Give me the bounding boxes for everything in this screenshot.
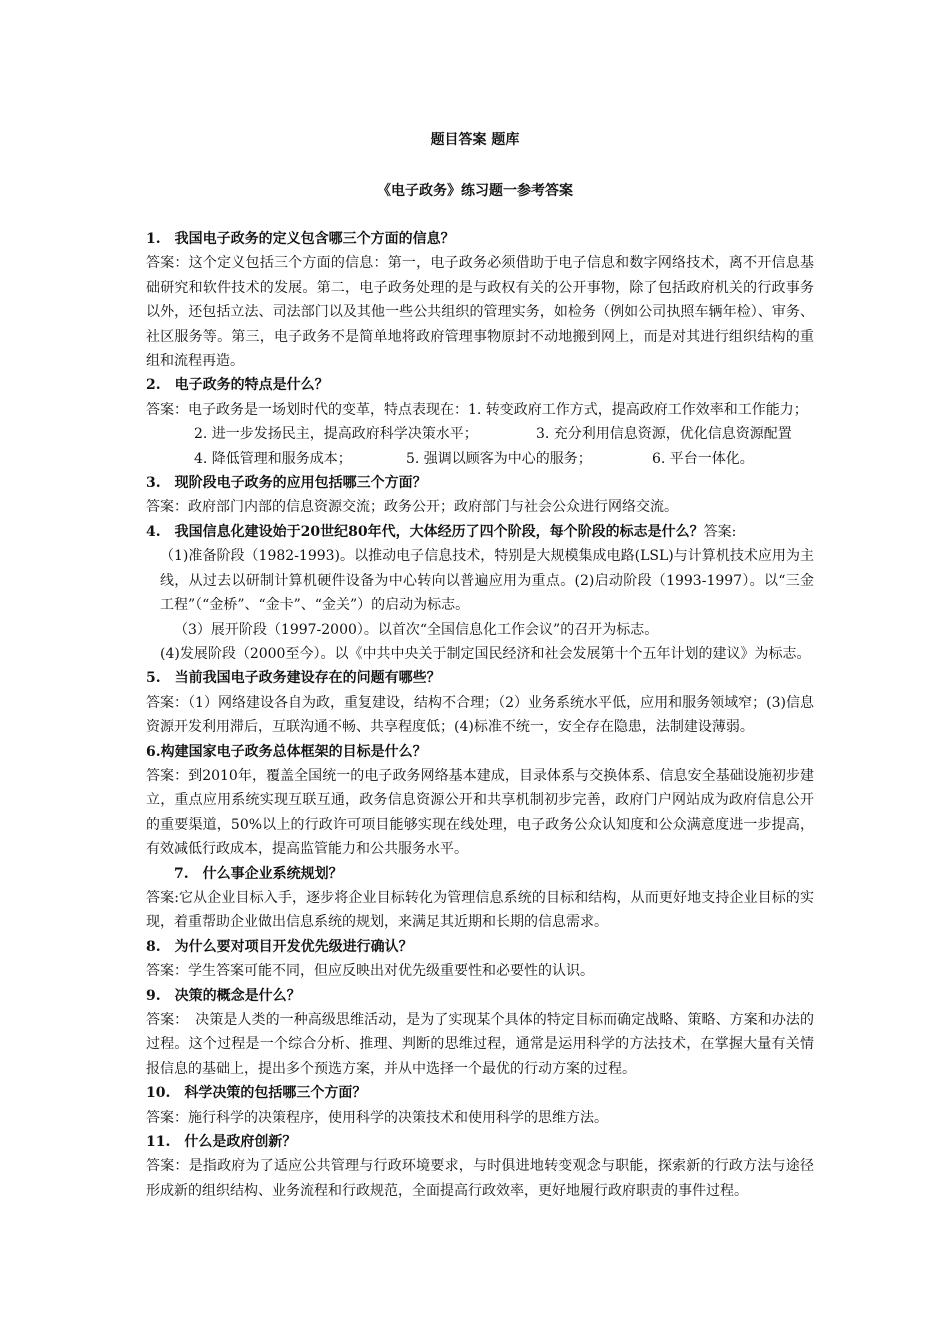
- answer-1: 答案：这个定义包括三个方面的信息：第一，电子政务必须借助于电子信息和数字网络技术，离不开信息基础研究和软件技术的发展。第二，电子政务处理的是与政权有关的公开事物，除了包括政府机关的行政事务以外，还包括立法、司法部门以及其他一些公共组织的管理实务，如检务（例如公司执照车辆年检）、审务、社区服务等。第三，电子政务不是简单地将政府管理事物原封不动地搬到网上，而是对其进行组织结构的重组和流程再造。: [146, 255, 814, 370]
- answer-4-stages-1-2: （1)准备阶段（1982-1993)。以推动电子信息技术，特别是大规模集成电路(LSL)与计算机技术应用为主线，从过去以研制计算机硬件设备为中心转向以普遍应用为重点。(2)启动阶段（1993-1997）。以“三金工程”（“金桥”、“金卡”、“金关”）的启动为标志。: [160, 548, 814, 614]
- answer-2-point-4: 4. 降低管理和服务成本；: [194, 450, 352, 467]
- question-9: 9. 决策的概念是什么？: [146, 987, 301, 1004]
- answer-2-point-6: 6. 平台一体化。: [652, 450, 754, 467]
- question-5: 5. 当前我国电子政务建设存在的问题有哪些？: [146, 670, 441, 687]
- question-2: 2. 电子政务的特点是什么？: [146, 377, 329, 394]
- answer-11: 答案：是指政府为了适应公共管理与行政环境要求，与时俱进地转变观念与职能，探索新的行政方法与途径形成新的组织结构、业务流程和行政规范，全面提高行政效率，更好地履行政府职责的事件过程。: [146, 1158, 814, 1199]
- qa-content: [146, 227, 814, 1203]
- answer-3: 答案：政府部门内部的信息资源交流；政务公开；政府部门与社会公众进行网络交流。: [146, 499, 678, 516]
- answer-4-stage-3: （3）展开阶段（1997-2000）。以首次“全国信息化工作会议”的召开为标志。: [174, 621, 659, 638]
- answer-4-label: 答案:: [703, 523, 737, 540]
- answer-9: 答案： 决策是人类的一种高级思维活动，是为了实现某个具体的特定目标而确定战略、策略、方案和办法的过程。这个过程是一个综合分析、推理、判断的思维过程，通常是运用科学的方法技术，在掌握大量有关情报信息的基础上，提出多个预选方案，并从中选择一个最优的行动方案的过程。: [146, 1012, 814, 1077]
- answer-2-point-3: 3. 充分利用信息资源，优化信息资源配置: [536, 426, 792, 443]
- question-6: 6.构建国家电子政务总体框架的目标是什么？: [146, 743, 427, 760]
- answer-2-row-2: [146, 447, 814, 471]
- answer-2-row-1: [146, 422, 814, 446]
- answer-2-point-5: 5. 强调以顾客为中心的服务；: [406, 450, 592, 467]
- question-7: 7. 什么事企业系统规划？: [174, 865, 343, 882]
- question-11: 11. 什么是政府创新？: [146, 1134, 297, 1151]
- question-3: 3. 现阶段电子政务的应用包括哪三个方面？: [146, 475, 427, 492]
- answer-2-point-2: 2. 进一步发扬民主，提高政府科学决策水平；: [194, 426, 478, 443]
- question-4: [146, 520, 814, 544]
- document-subtitle: 《电子政务》练习题一参考答案: [377, 183, 573, 199]
- question-1: 1. 我国电子政务的定义包含哪三个方面的信息？: [146, 231, 455, 247]
- answer-7: 答案:它从企业目标入手，逐步将企业目标转化为管理信息系统的目标和结构，从而更好地支持企业目标的实现，着重帮助企业做出信息系统的规划，来满足其近期和长期的信息需求。: [146, 889, 814, 931]
- answer-6: 答案：到2010年，覆盖全国统一的电子政务网络基本建成，目录体系与交换体系、信息安全基础设施初步建立，重点应用系统实现互联互通，政务信息资源公开和共享机制初步完善，政府门户网站成为政府信息公开的重要渠道，50%以上的行政许可项目能够实现在线处理，电子政务公众认知度和公众满意度进一步提高，有效减低行政成本，提高监管能力和公共服务水平。: [146, 767, 814, 858]
- question-8: 8. 为什么要对项目开发优先级进行确认？: [146, 938, 413, 955]
- answer-10: 答案：施行科学的决策程序，使用科学的决策技术和使用科学的思维方法。: [146, 1109, 608, 1126]
- answer-5: 答案：（1）网络建设各自为政，重复建设，结构不合理；（2）业务系统水平低，应用和服务领域窄；(3)信息资源开发利用滞后，互联沟通不畅、共享程度低；(4)标准不统一，安全存在隐患，法制建设薄弱。: [146, 694, 814, 736]
- question-4-text: 4. 我国信息化建设始于20世纪80年代，大体经历了四个阶段，每个阶段的标志是什么？: [146, 523, 704, 540]
- question-10: 10. 科学决策的包括哪三个方面？: [146, 1085, 367, 1102]
- answer-8: 答案：学生答案可能不同，但应反映出对优先级重要性和必要性的认识。: [146, 963, 594, 980]
- document-title: 题目答案 题库: [430, 132, 520, 148]
- answer-2-intro: 答案：电子政务是一场划时代的变革，特点表现在：1. 转变政府工作方式，提高政府工作效率和工作能力；: [146, 401, 808, 418]
- answer-4-stage-4: (4)发展阶段（2000至今）。以《中共中央关于制定国民经济和社会发展第十个五年计划的建议》为标志。: [160, 645, 811, 662]
